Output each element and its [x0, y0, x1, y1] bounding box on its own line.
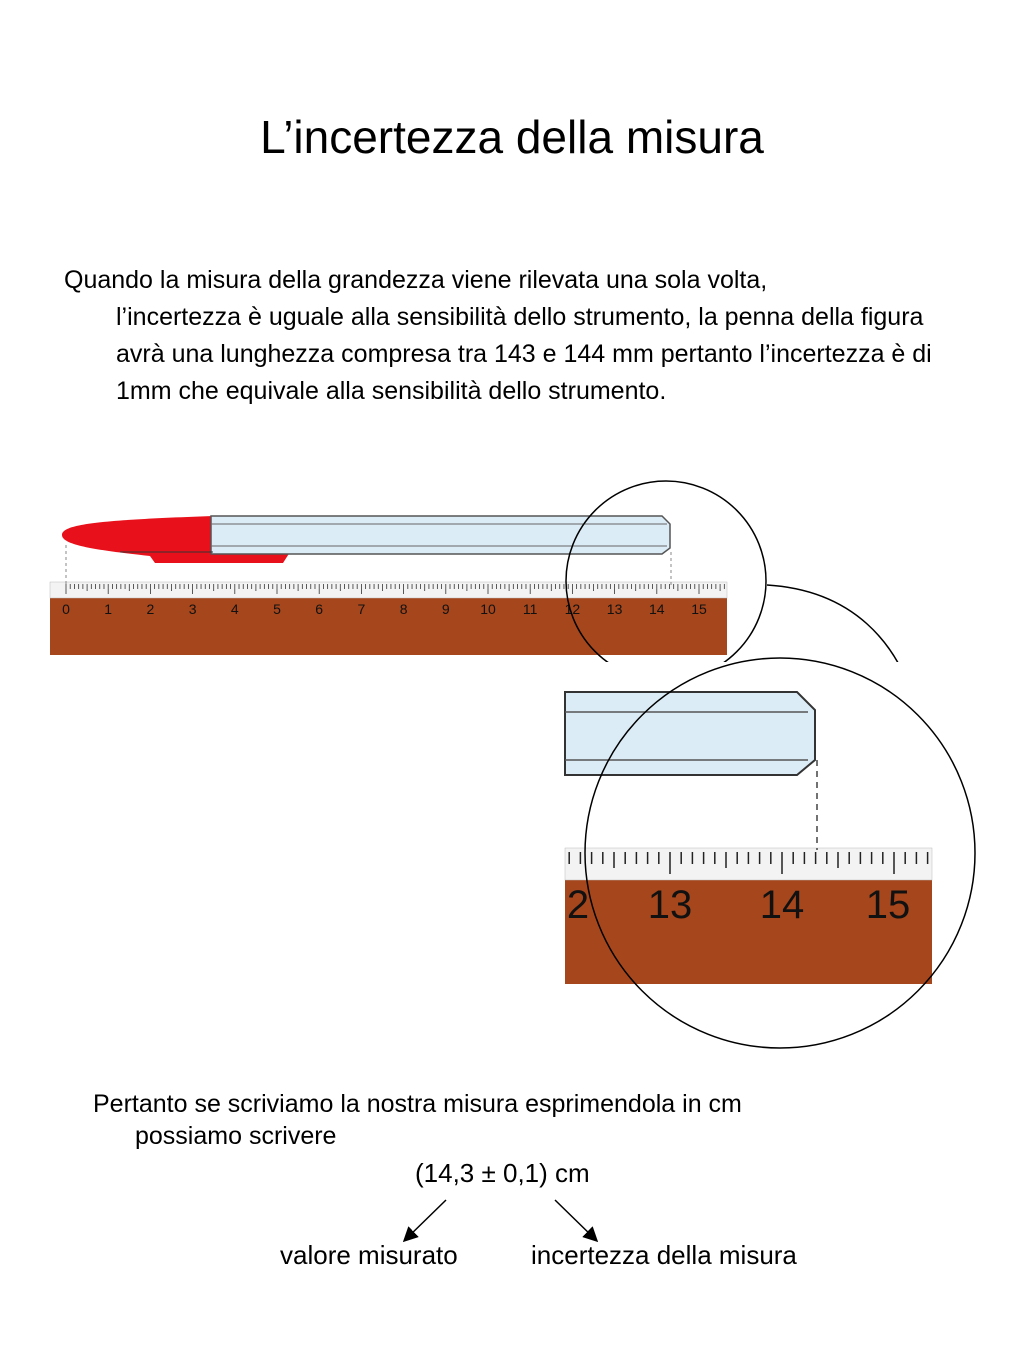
ruler-number: 11 — [522, 601, 538, 617]
zoom-number: 13 — [647, 883, 693, 927]
page-title: L’incertezza della misura — [260, 111, 764, 163]
conclusion-line-1: Pertanto se scriviamo la nostra misura esprimendola in cm — [93, 1090, 742, 1118]
ruler-number: 13 — [606, 601, 623, 617]
ruler-number: 4 — [230, 601, 239, 617]
ruler-number: 9 — [441, 601, 450, 617]
measurement-formula: (14,3 ± 0,1) cm — [415, 1158, 590, 1188]
paragraph-first-line: Quando la misura della grandezza viene rilevata una sola volta, — [64, 266, 768, 294]
ruler-number: 8 — [399, 601, 408, 617]
ruler-number: 6 — [315, 601, 324, 617]
paragraph-continuation: l’incertezza è uguale alla sensibilità dello strumento, la penna della figura avrà una lunghezza compresa tra 143 e 144 mm pertanto l’incertezza è di 1mm che equivale alla sensibilità dello strumento. — [116, 303, 932, 405]
ruler-number: 7 — [357, 601, 366, 617]
ruler-number: 15 — [691, 601, 707, 617]
ruler-number: 14 — [649, 601, 665, 617]
ruler-number: 10 — [480, 601, 496, 617]
ruler-number: 0 — [62, 601, 70, 617]
zoom-number: 14 — [759, 883, 805, 927]
zoom-number: 15 — [865, 883, 911, 927]
label-uncertainty: incertezza della misura — [531, 1240, 797, 1270]
ruler-number: 1 — [104, 601, 113, 617]
pen-barrel — [211, 516, 670, 554]
zoom-pen-barrel — [565, 692, 815, 775]
ruler-scale-strip — [50, 582, 727, 598]
ruler-number: 12 — [564, 601, 581, 617]
ruler-number: 3 — [188, 601, 197, 617]
conclusion-text — [93, 1088, 953, 1152]
zoom-number: 2 — [566, 883, 590, 927]
label-measured-value: valore misurato — [280, 1240, 458, 1270]
conclusion-line-2: possiamo scrivere — [135, 1122, 337, 1150]
ruler-number: 5 — [273, 601, 281, 617]
ruler-number: 2 — [146, 601, 155, 617]
